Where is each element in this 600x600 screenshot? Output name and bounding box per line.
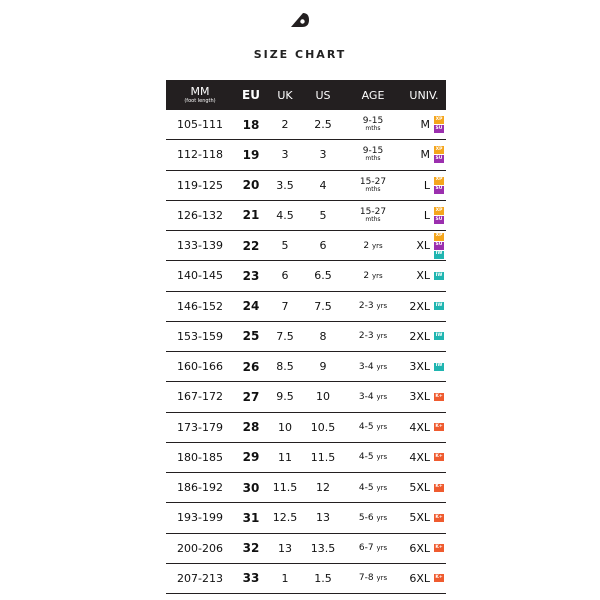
header-age: AGE	[361, 88, 385, 102]
cell-univ	[402, 233, 446, 259]
age-number: 6-7	[358, 543, 374, 554]
page-title: SIZE CHART	[253, 48, 347, 61]
cell-us: 10	[316, 390, 330, 404]
range-badge: IW	[434, 302, 444, 310]
univ-badges	[434, 484, 444, 492]
cell-uk: 12.5	[272, 511, 298, 525]
age-value	[359, 483, 387, 493]
range-badge: IW	[434, 332, 444, 340]
univ-size: 3XL	[409, 390, 430, 404]
cell-mm: 160-166	[177, 360, 223, 374]
cell-eu: 27	[242, 389, 260, 404]
cell-mm: 207-213	[177, 571, 223, 585]
cell-eu: 24	[242, 299, 260, 314]
cell-mm: 193-199	[177, 511, 223, 525]
age-number: 4-5	[358, 422, 374, 433]
cell-age	[344, 422, 402, 432]
range-badge: K+	[434, 514, 444, 522]
age-number: 2	[363, 270, 370, 281]
header-eu: EU	[242, 88, 260, 102]
univ-size: XL	[416, 269, 430, 283]
range-badge: K+	[434, 574, 444, 582]
range-badge: XP	[434, 233, 444, 241]
univ-badges	[434, 272, 444, 280]
cell-eu: 21	[242, 208, 260, 223]
range-badge: K+	[434, 453, 444, 461]
range-badge: K+	[434, 393, 444, 401]
cell-eu: 20	[242, 178, 260, 193]
range-badge: SU	[434, 186, 444, 194]
cell-uk: 11	[278, 450, 292, 464]
header-mm	[166, 86, 234, 104]
univ-size: L	[423, 178, 430, 192]
cell-us: 3	[319, 148, 327, 162]
univ-badges	[434, 514, 444, 522]
age-unit: yrs	[371, 271, 383, 280]
table-row	[166, 231, 446, 261]
age-value	[363, 271, 382, 281]
range-badge: K+	[434, 484, 444, 492]
cell-uk: 11.5	[272, 481, 298, 495]
age-number: 4-5	[358, 452, 374, 463]
range-badge: SU	[434, 125, 444, 133]
cell-eu: 18	[242, 117, 260, 132]
header-mm-sublabel: (foot length)	[184, 98, 216, 104]
univ-size: 2XL	[409, 299, 430, 313]
cell-univ	[402, 300, 446, 313]
univ-size: M	[420, 118, 430, 132]
cell-age	[344, 513, 402, 523]
univ-size: M	[420, 148, 430, 162]
cell-mm: 126-132	[177, 208, 223, 222]
age-unit: yrs	[376, 453, 388, 462]
age-unit: yrs	[376, 574, 388, 583]
cell-uk: 3.5	[276, 178, 294, 192]
age-unit: yrs	[376, 513, 388, 522]
cell-age	[344, 543, 402, 553]
univ-size: 6XL	[409, 541, 430, 555]
cell-univ	[402, 421, 446, 434]
age-value	[360, 178, 386, 193]
table-row	[166, 140, 446, 170]
age-value	[359, 422, 387, 432]
cell-mm: 200-206	[177, 541, 223, 555]
cell-univ	[402, 390, 446, 403]
table-row	[166, 352, 446, 382]
cell-mm: 146-152	[177, 299, 223, 313]
cell-eu: 23	[242, 268, 260, 283]
univ-badges	[434, 332, 444, 340]
table-row	[166, 413, 446, 443]
univ-size: L	[423, 208, 430, 222]
age-unit: mths	[365, 155, 381, 163]
univ-badges	[434, 207, 444, 224]
brand-logo-icon	[289, 11, 311, 29]
age-number: 15-27	[359, 176, 387, 187]
cell-age	[344, 452, 402, 462]
univ-badges	[434, 146, 444, 163]
age-value	[359, 392, 387, 402]
age-value	[359, 543, 387, 553]
header-uk: UK	[277, 88, 293, 102]
cell-uk: 4.5	[276, 208, 294, 222]
cell-univ	[402, 207, 446, 224]
cell-eu: 31	[242, 510, 260, 525]
age-number: 2-3	[358, 331, 374, 342]
cell-age	[344, 362, 402, 372]
age-value	[360, 208, 386, 223]
univ-badges	[434, 177, 444, 194]
age-unit: yrs	[376, 483, 388, 492]
age-unit: yrs	[376, 544, 388, 553]
range-badge: SU	[434, 242, 444, 250]
univ-badges	[434, 302, 444, 310]
cell-age	[344, 178, 402, 193]
age-value	[363, 117, 383, 132]
univ-badges	[434, 423, 444, 431]
cell-eu: 19	[242, 147, 260, 162]
cell-eu: 29	[242, 450, 260, 465]
cell-uk: 13	[278, 541, 292, 555]
range-badge: K+	[434, 423, 444, 431]
table-row	[166, 292, 446, 322]
table-row	[166, 534, 446, 564]
header-mm-label: MM	[190, 85, 210, 98]
cell-age	[344, 331, 402, 341]
table-row	[166, 201, 446, 231]
table-row	[166, 110, 446, 140]
cell-mm: 173-179	[177, 420, 223, 434]
cell-uk: 8.5	[276, 360, 294, 374]
cell-uk: 7	[281, 299, 289, 313]
univ-badges	[434, 544, 444, 552]
cell-age	[344, 573, 402, 583]
univ-size: 3XL	[409, 360, 430, 374]
table-row	[166, 443, 446, 473]
cell-us: 6.5	[314, 269, 332, 283]
cell-age	[344, 241, 402, 251]
univ-badges	[434, 574, 444, 582]
cell-univ	[402, 146, 446, 163]
cell-age	[344, 271, 402, 281]
cell-age	[344, 483, 402, 493]
cell-univ	[402, 542, 446, 555]
cell-age	[344, 301, 402, 311]
age-value	[359, 573, 387, 583]
age-unit: yrs	[376, 392, 388, 401]
cell-mm: 140-145	[177, 269, 223, 283]
univ-size: 5XL	[409, 511, 430, 525]
cell-us: 7.5	[314, 299, 332, 313]
range-badge: XP	[434, 177, 444, 185]
age-number: 3-4	[358, 361, 374, 372]
cell-uk: 2	[281, 118, 289, 132]
age-unit: mths	[365, 185, 381, 193]
cell-univ	[402, 116, 446, 133]
age-number: 4-5	[358, 482, 374, 493]
cell-univ	[402, 177, 446, 194]
range-badge: IW	[434, 363, 444, 371]
cell-age	[344, 117, 402, 132]
cell-mm: 167-172	[177, 390, 223, 404]
univ-size: 5XL	[409, 481, 430, 495]
range-badge: SU	[434, 155, 444, 163]
age-value	[359, 452, 387, 462]
cell-us: 6	[319, 239, 327, 253]
cell-univ	[402, 451, 446, 464]
range-badge: XP	[434, 116, 444, 124]
age-number: 7-8	[358, 573, 374, 584]
cell-mm: 180-185	[177, 450, 223, 464]
univ-badges	[434, 363, 444, 371]
cell-univ	[402, 481, 446, 494]
age-number: 15-27	[359, 206, 387, 217]
header-us: US	[315, 88, 331, 102]
cell-univ	[402, 330, 446, 343]
cell-eu: 32	[242, 541, 260, 556]
table-row	[166, 171, 446, 201]
cell-mm: 112-118	[177, 148, 223, 162]
cell-us: 4	[319, 178, 327, 192]
age-value	[363, 147, 383, 162]
age-value	[359, 513, 387, 523]
age-number: 9-15	[362, 116, 384, 127]
cell-mm: 119-125	[177, 178, 223, 192]
cell-age	[344, 208, 402, 223]
cell-uk: 3	[281, 148, 289, 162]
cell-age	[344, 392, 402, 402]
age-unit: yrs	[371, 241, 383, 250]
cell-eu: 22	[242, 238, 260, 253]
univ-size: 4XL	[409, 420, 430, 434]
cell-us: 12	[316, 481, 330, 495]
cell-eu: 33	[242, 571, 260, 586]
univ-size: 4XL	[409, 450, 430, 464]
cell-mm: 133-139	[177, 239, 223, 253]
age-unit: yrs	[376, 302, 388, 311]
univ-badges	[434, 233, 444, 259]
cell-eu: 28	[242, 420, 260, 435]
age-number: 9-15	[362, 146, 384, 157]
table-row	[166, 322, 446, 352]
age-value	[359, 362, 387, 372]
cell-univ	[402, 269, 446, 282]
univ-badges	[434, 453, 444, 461]
age-number: 5-6	[358, 512, 374, 523]
range-badge: XP	[434, 207, 444, 215]
cell-univ	[402, 360, 446, 373]
cell-us: 10.5	[310, 420, 336, 434]
cell-uk: 7.5	[276, 329, 294, 343]
cell-eu: 30	[242, 480, 260, 495]
range-badge: XP	[434, 146, 444, 154]
cell-eu: 26	[242, 359, 260, 374]
range-badge: K+	[434, 544, 444, 552]
table-row	[166, 564, 446, 594]
range-badge: IW	[434, 251, 444, 259]
cell-uk: 5	[281, 239, 289, 253]
cell-uk: 9.5	[276, 390, 294, 404]
cell-mm: 105-111	[177, 118, 223, 132]
cell-uk: 6	[281, 269, 289, 283]
age-value	[359, 301, 387, 311]
cell-us: 5	[319, 208, 327, 222]
univ-size: XL	[416, 239, 430, 253]
cell-univ	[402, 572, 446, 585]
univ-size: 2XL	[409, 329, 430, 343]
age-number: 2	[363, 240, 370, 251]
cell-mm: 186-192	[177, 481, 223, 495]
cell-univ	[402, 511, 446, 524]
age-value	[359, 331, 387, 341]
age-value	[363, 241, 382, 251]
univ-badges	[434, 116, 444, 133]
cell-eu: 25	[242, 329, 260, 344]
cell-us: 11.5	[310, 450, 336, 464]
cell-uk: 1	[281, 571, 289, 585]
cell-uk: 10	[278, 420, 292, 434]
table-row	[166, 261, 446, 291]
cell-us: 8	[319, 329, 327, 343]
cell-us: 13	[316, 511, 330, 525]
table-body	[166, 110, 446, 594]
size-chart-table	[166, 80, 446, 594]
range-badge: SU	[434, 216, 444, 224]
age-number: 3-4	[358, 391, 374, 402]
cell-us: 1.5	[314, 571, 332, 585]
age-number: 2-3	[358, 301, 374, 312]
cell-age	[344, 147, 402, 162]
header-univ: UNIV.	[409, 88, 439, 102]
table-header	[166, 80, 446, 110]
age-unit: yrs	[376, 362, 388, 371]
age-unit: mths	[365, 125, 381, 133]
univ-badges	[434, 393, 444, 401]
univ-size: 6XL	[409, 571, 430, 585]
cell-us: 9	[319, 360, 327, 374]
age-unit: yrs	[376, 332, 388, 341]
table-row	[166, 382, 446, 412]
age-unit: yrs	[376, 423, 388, 432]
cell-mm: 153-159	[177, 329, 223, 343]
table-row	[166, 473, 446, 503]
cell-us: 13.5	[310, 541, 336, 555]
table-row	[166, 503, 446, 533]
cell-us: 2.5	[314, 118, 332, 132]
age-unit: mths	[365, 215, 381, 223]
range-badge: IW	[434, 272, 444, 280]
